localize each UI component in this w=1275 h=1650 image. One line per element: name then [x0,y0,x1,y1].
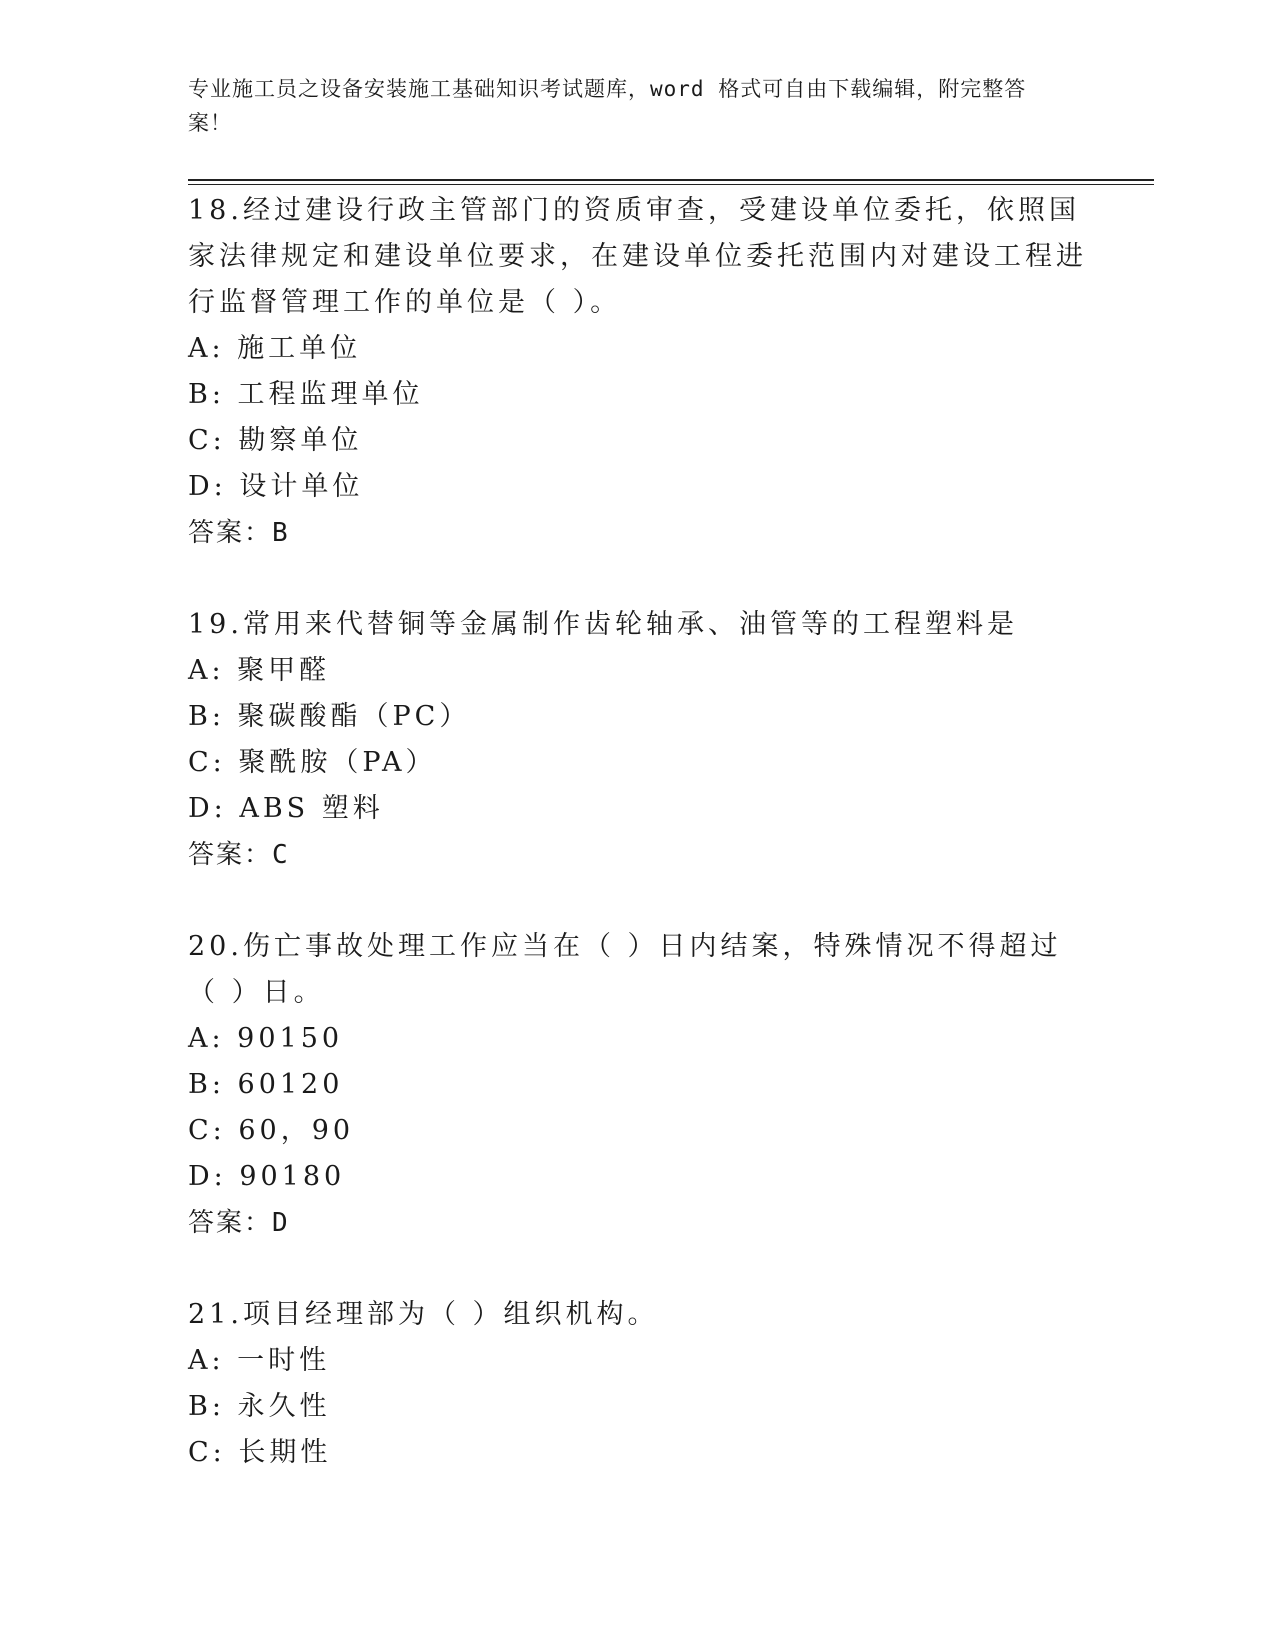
option-c: C: 勘察单位 [188,425,363,456]
option-c: C: 60，90 [188,1115,355,1146]
option-b: B: 永久性 [188,1391,331,1422]
option-b: B: 60120 [188,1069,344,1100]
option-b: B: 聚碳酸酯（PC） [188,701,471,732]
option-d: D: 90180 [188,1161,346,1192]
question-text: 18.经过建设行政主管部门的资质审查，受建设单位委托，依照国家法律规定和建设单位要求，在建设单位委托范围内对建设工程进行监督管理工作的单位是（ ）。 [188,195,1087,318]
option-b: B: 工程监理单位 [188,379,424,410]
question-text: 21.项目经理部为（ ）组织机构。 [188,1299,659,1330]
header-divider-thin [188,184,1154,185]
option-a: A: 90150 [188,1023,344,1054]
question-21 [188,1292,1088,1476]
document-intro: 专业施工员之设备安装施工基础知识考试题库，word 格式可自由下载编辑，附完整答案！ [188,77,1027,135]
option-a: A: 一时性 [188,1345,331,1376]
option-c: C: 长期性 [188,1437,332,1468]
option-a: A: 聚甲醛 [188,655,331,686]
header-divider-thick [188,179,1154,181]
question-list [188,188,1088,1522]
question-20 [188,924,1088,1246]
question-text: 19.常用来代替铜等金属制作齿轮轴承、油管等的工程塑料是 [188,609,1018,640]
option-c: C: 聚酰胺（PA） [188,747,437,778]
question-19 [188,602,1088,878]
question-18 [188,188,1088,556]
option-a: A: 施工单位 [188,333,362,364]
answer-line: 答案：C [188,840,290,870]
option-d: D: 设计单位 [188,471,364,502]
answer-line: 答案：B [188,518,290,548]
question-text: 20.伤亡事故处理工作应当在（ ）日内结案，特殊情况不得超过（ ）日。 [188,931,1062,1008]
option-d: D: ABS 塑料 [188,793,384,824]
answer-line: 答案：D [188,1208,290,1238]
